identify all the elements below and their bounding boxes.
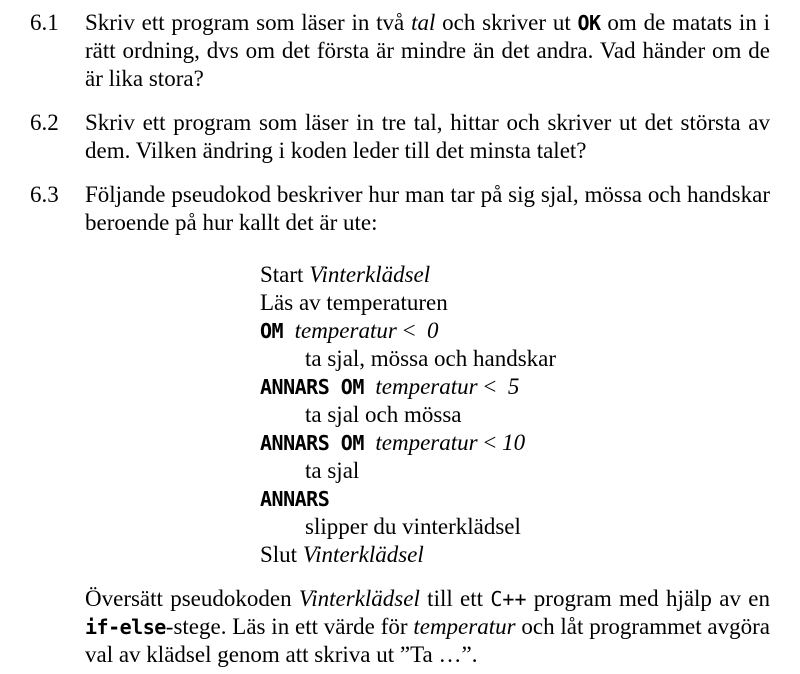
text-segment: ta sjal: [305, 458, 360, 483]
text-segment: Följande pseudokod beskriver hur man tar på sig sjal, mössa och handskar beroende på hur kallt det är ute:: [85, 182, 770, 235]
italic-term: Vinterklädsel: [298, 586, 420, 611]
code-keyword: OK: [577, 11, 601, 35]
text-segment: <: [477, 430, 503, 455]
text-segment: om de matats in i rätt ordning, dvs om det första är mindre än det andra. Vad händer om de är lika stora?: [85, 10, 771, 91]
exercise-text: [85, 109, 770, 165]
italic-term: Vinterklädsel: [309, 262, 431, 287]
text-segment: Skriv ett program som läser in tre tal, hittar och skriver ut det största av dem. Vilken ändring i koden leder till det minsta talet?: [85, 110, 770, 163]
italic-term: temperatur: [413, 614, 516, 639]
italic-term: tal: [411, 10, 436, 35]
code-keyword: ANNARS OM: [260, 375, 364, 399]
pseudocode-block: [260, 261, 770, 569]
pseudocode-line: [260, 429, 770, 457]
code-keyword: OM: [260, 319, 284, 343]
italic-term: temperatur: [294, 318, 397, 343]
italic-term: temperatur: [375, 374, 478, 399]
code-keyword: if-else: [85, 615, 166, 639]
text-segment: [283, 318, 295, 343]
text-segment: till ett: [419, 586, 491, 611]
text-segment: Läs av temperaturen: [260, 290, 448, 315]
exercise-number: 6.1: [30, 10, 59, 35]
text-segment: Skriv ett program som läser in två: [85, 10, 412, 35]
text-segment: ta sjal och mössa: [305, 402, 462, 427]
italic-term: 10: [502, 430, 526, 455]
exercise-body: [85, 9, 770, 93]
italic-term: 0: [427, 318, 439, 343]
exercise-text: [85, 181, 770, 237]
pseudocode-line: [260, 457, 770, 485]
exercise-body: [85, 109, 770, 165]
text-segment: <: [396, 318, 428, 343]
pseudocode-line: [260, 401, 770, 429]
pseudocode-line: [260, 541, 770, 569]
exercise-text: [85, 9, 770, 93]
text-segment: program med hjälp av en: [526, 586, 770, 611]
text-segment: Start: [260, 262, 310, 287]
exercise-6-1: [30, 9, 770, 93]
italic-term: Vinterklädsel: [302, 542, 424, 567]
exercise-number: 6.3: [30, 182, 59, 207]
text-segment: och skriver ut: [435, 10, 578, 35]
text-segment: [364, 430, 376, 455]
exercise-body: [85, 181, 770, 237]
exercise-6-3: [30, 181, 770, 237]
exercise-number: 6.2: [30, 110, 59, 135]
text-segment: slipper du vinterklädsel: [305, 514, 521, 539]
text-segment: och låt programmet avgöra val av klädsel genom att skriva ut ”Ta …”.: [85, 614, 770, 667]
pseudocode-line: [260, 373, 770, 401]
pseudocode-line: [260, 345, 770, 373]
pseudocode-line: [260, 485, 770, 513]
code-keyword: ANNARS OM: [260, 431, 364, 455]
exercise-6-2: [30, 109, 770, 165]
italic-term: temperatur: [375, 430, 478, 455]
text-segment: Slut: [260, 542, 303, 567]
pseudocode-line: [260, 513, 770, 541]
code-term: C++: [490, 587, 527, 611]
text-segment: -stege. Läs in ett värde för: [165, 614, 414, 639]
closing-paragraph: [85, 585, 770, 669]
pseudocode-line: [260, 261, 770, 289]
text-segment: ta sjal, mössa och handskar: [305, 346, 557, 371]
text-segment: <: [477, 374, 508, 399]
code-keyword: ANNARS: [260, 487, 330, 511]
text-segment: Översätt pseudokoden: [85, 586, 299, 611]
pseudocode-line: [260, 289, 770, 317]
text-segment: [364, 374, 376, 399]
pseudocode-line: [260, 317, 770, 345]
italic-term: 5: [507, 374, 520, 399]
